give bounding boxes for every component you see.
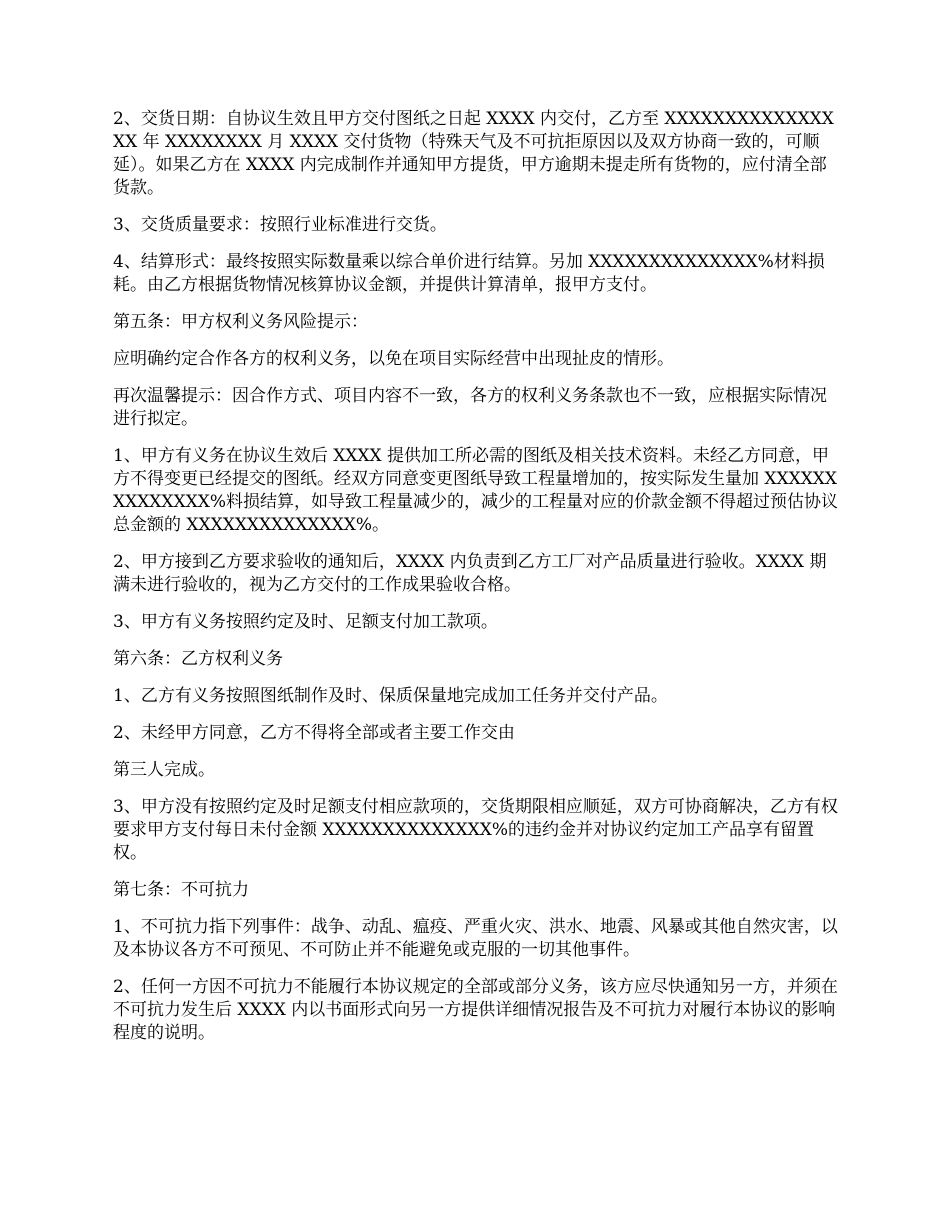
paragraph-settlement-form: 4、结算形式：最终按照实际数量乘以综合单价进行结算。另加 XXXXXXXXXXXXXX%材料损耗。由乙方根据货物情况核算协议金额，并提供计算清单，报甲方支付。 bbox=[113, 252, 825, 295]
paragraph-quality-requirement: 3、交货质量要求：按照行业标准进行交货。 bbox=[113, 215, 447, 235]
section-heading-article-5: 第五条：甲方权利义务风险提示： bbox=[113, 312, 368, 332]
paragraph-party-a-obligation-2: 2、甲方接到乙方要求验收的通知后，XXXX 内负责到乙方工厂对产品质量进行验收。XXXX 期满未进行验收的，视为乙方交付的工作成果验收合格。 bbox=[113, 552, 827, 595]
document-body bbox=[113, 108, 838, 1059]
paragraph-party-b-obligation-2: 2、未经甲方同意，乙方不得将全部或者主要工作交由 bbox=[113, 723, 515, 743]
paragraph-reminder: 再次温馨提示：因合作方式、项目内容不一致，各方的权利义务条款也不一致，应根据实际情况进行拟定。 bbox=[113, 386, 827, 429]
paragraph-party-a-obligation-3: 3、甲方有义务按照约定及时、足额支付加工款项。 bbox=[113, 612, 498, 632]
paragraph-party-b-obligation-2-cont: 第三人完成。 bbox=[113, 760, 215, 780]
paragraph-rights-obligations-note: 应明确约定合作各方的权利义务，以免在项目实际经营中出现扯皮的情形。 bbox=[113, 349, 674, 369]
section-heading-article-7: 第七条：不可抗力 bbox=[113, 880, 249, 900]
section-heading-article-6: 第六条：乙方权利义务 bbox=[113, 649, 283, 669]
paragraph-force-majeure-2: 2、任何一方因不可抗力不能履行本协议规定的全部或部分义务，该方应尽快通知另一方，并须在不可抗力发生后 XXXX 内以书面形式向另一方提供详细情况报告及不可抗力对履行本协议的影响程度的说明。 bbox=[113, 977, 838, 1043]
paragraph-party-a-obligation-1: 1、甲方有义务在协议生效后 XXXX 提供加工所必需的图纸及相关技术资料。未经乙方同意，甲方不得变更已经提交的图纸。经双方同意变更图纸导致工程量增加的，按实际发生量加 XXXXXXXXXXXXXX%料损结算，如导致工程量减少的，减少的工程量对应的价款金额不得超过预估协议总金额的 XXXXXXXXXXXXXX%。 bbox=[113, 446, 838, 535]
paragraph-party-b-obligation-1: 1、乙方有义务按照图纸制作及时、保质保量地完成加工任务并交付产品。 bbox=[113, 686, 668, 706]
paragraph-force-majeure-1: 1、不可抗力指下列事件：战争、动乱、瘟疫、严重火灾、洪水、地震、风暴或其他自然灾害，以及本协议各方不可预见、不可防止并不能避免或克服的一切其他事件。 bbox=[113, 917, 838, 960]
paragraph-party-b-obligation-3: 3、甲方没有按照约定及时足额支付相应款项的，交货期限相应顺延，双方可协商解决，乙方有权要求甲方支付每日未付金额 XXXXXXXXXXXXXX%的违约金并对协议约定加工产品享有留置权。 bbox=[113, 797, 838, 863]
paragraph-delivery-date: 2、交货日期：自协议生效且甲方交付图纸之日起 XXXX 内交付，乙方至 XXXXXXXXXXXXXXXX 年 XXXXXXXX 月 XXXX 交付货物（特殊天气及不可抗拒原因以及双方协商一致的，可顺延）。如果乙方在 XXXX 内完成制作并通知甲方提货，甲方逾期未提走所有货物的，应付清全部货款。 bbox=[113, 109, 834, 198]
